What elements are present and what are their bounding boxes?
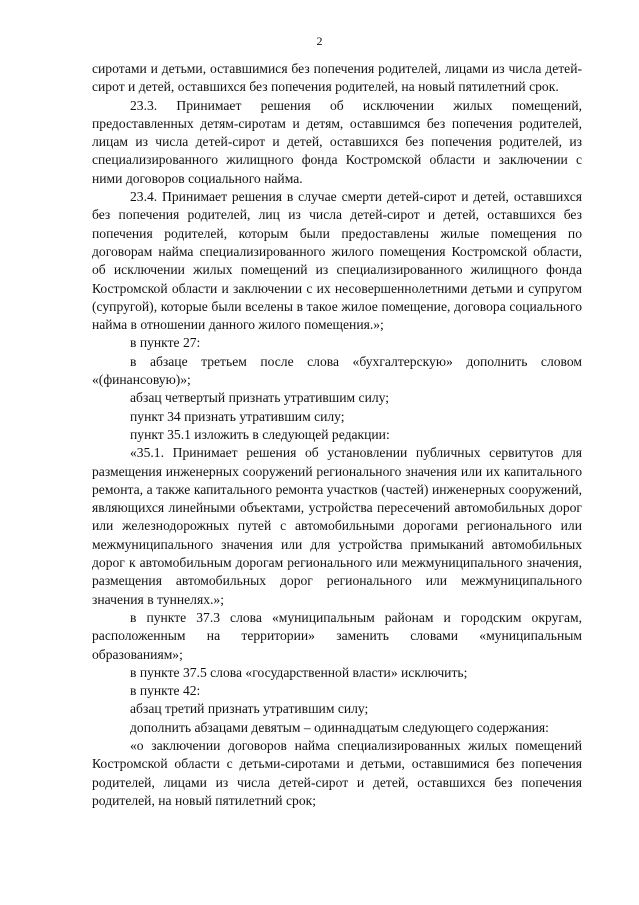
paragraph-item-37-3: в пункте 37.3 слова «муниципальным районам и городским округам, расположенным на территории» заменить словами «муниципальным образованиям»;: [92, 609, 582, 662]
paragraph-item-34: пункт 34 признать утратившим силу;: [130, 408, 345, 424]
paragraph-item-42-abzac-3: абзац третий признать утратившим силу;: [130, 701, 369, 717]
paragraph-item-42-add: дополнить абзацами девятым – одиннадцатым следующего содержания:: [130, 719, 549, 735]
paragraph-23-3: 23.3. Принимает решения об исключении жилых помещений, предоставленных детям-сиротам и детям, оставшимся без попечения родителей, лицам из числа детей-сирот и детей, оставшихся без попечения родителей, из специализированного жилищного фонда Костромской области и заключении с ними договоров социального найма.: [92, 97, 582, 186]
paragraph-item-42: в пункте 42:: [130, 683, 201, 699]
paragraph-23-4: 23.4. Принимает решения в случае смерти детей-сирот и детей, оставшихся без попечения родителей, лиц из числа детей-сирот и детей, оставшихся без попечения родителей, которым были предоставлены жилые помещения по договорам найма специализированного жилого помещения Костромской области, об исключении жилых помещений из специализированного жилищного фонда Костромской области и заключении с их несовершеннолетними детьми и супругом (супругой), которые были вселены в такое жилое помещение, договора социального найма в отношении данного жилого помещения.»;: [92, 189, 582, 333]
paragraph-item-27: в пункте 27:: [130, 335, 201, 351]
page-number: 2: [316, 34, 323, 48]
paragraph-35-1-text: «35.1. Принимает решения об установлении публичных сервитутов для размещения инженерных сооружений регионального значения или их капитального ремонта, а также капитального ремонта участков (частей) инженерных сооружений, являющихся линейными объектами, устройства пересечений автомобильных дорог или железнодорожных путей с автомобильными дорогами регионального или межмуниципального значения или для устройства примыканий автомобильных дорог к автомобильным дорогам регионального или межмуниципального значения, размещения автомобильных дорог регионального или межмуниципального значения в туннелях.»;: [92, 445, 582, 607]
paragraph-item-27-abzac-3: в абзаце третьем после слова «бухгалтерскую» дополнить словом «(финансовую)»;: [92, 353, 582, 388]
document-body: [92, 60, 582, 810]
paragraph-continuation: сиротами и детьми, оставшимися без попечения родителей, лицами из числа детей-сирот и детей, оставшихся без попечения родителей, на новый пятилетний срок.: [92, 61, 582, 95]
paragraph-item-27-abzac-4: абзац четвертый признать утратившим силу;: [130, 390, 390, 406]
paragraph-item-35-1-intro: пункт 35.1 изложить в следующей редакции:: [130, 426, 390, 442]
paragraph-item-37-5: в пункте 37.5 слова «государственной власти» исключить;: [130, 664, 468, 680]
paragraph-quote-start: «о заключении договоров найма специализированных жилых помещений Костромской области с детьми-сиротами и детьми, оставшимися без попечения родителей, лицами из числа детей-сирот и детей, оставшихся без попечения родителей, на новый пятилетний срок;: [92, 737, 582, 808]
